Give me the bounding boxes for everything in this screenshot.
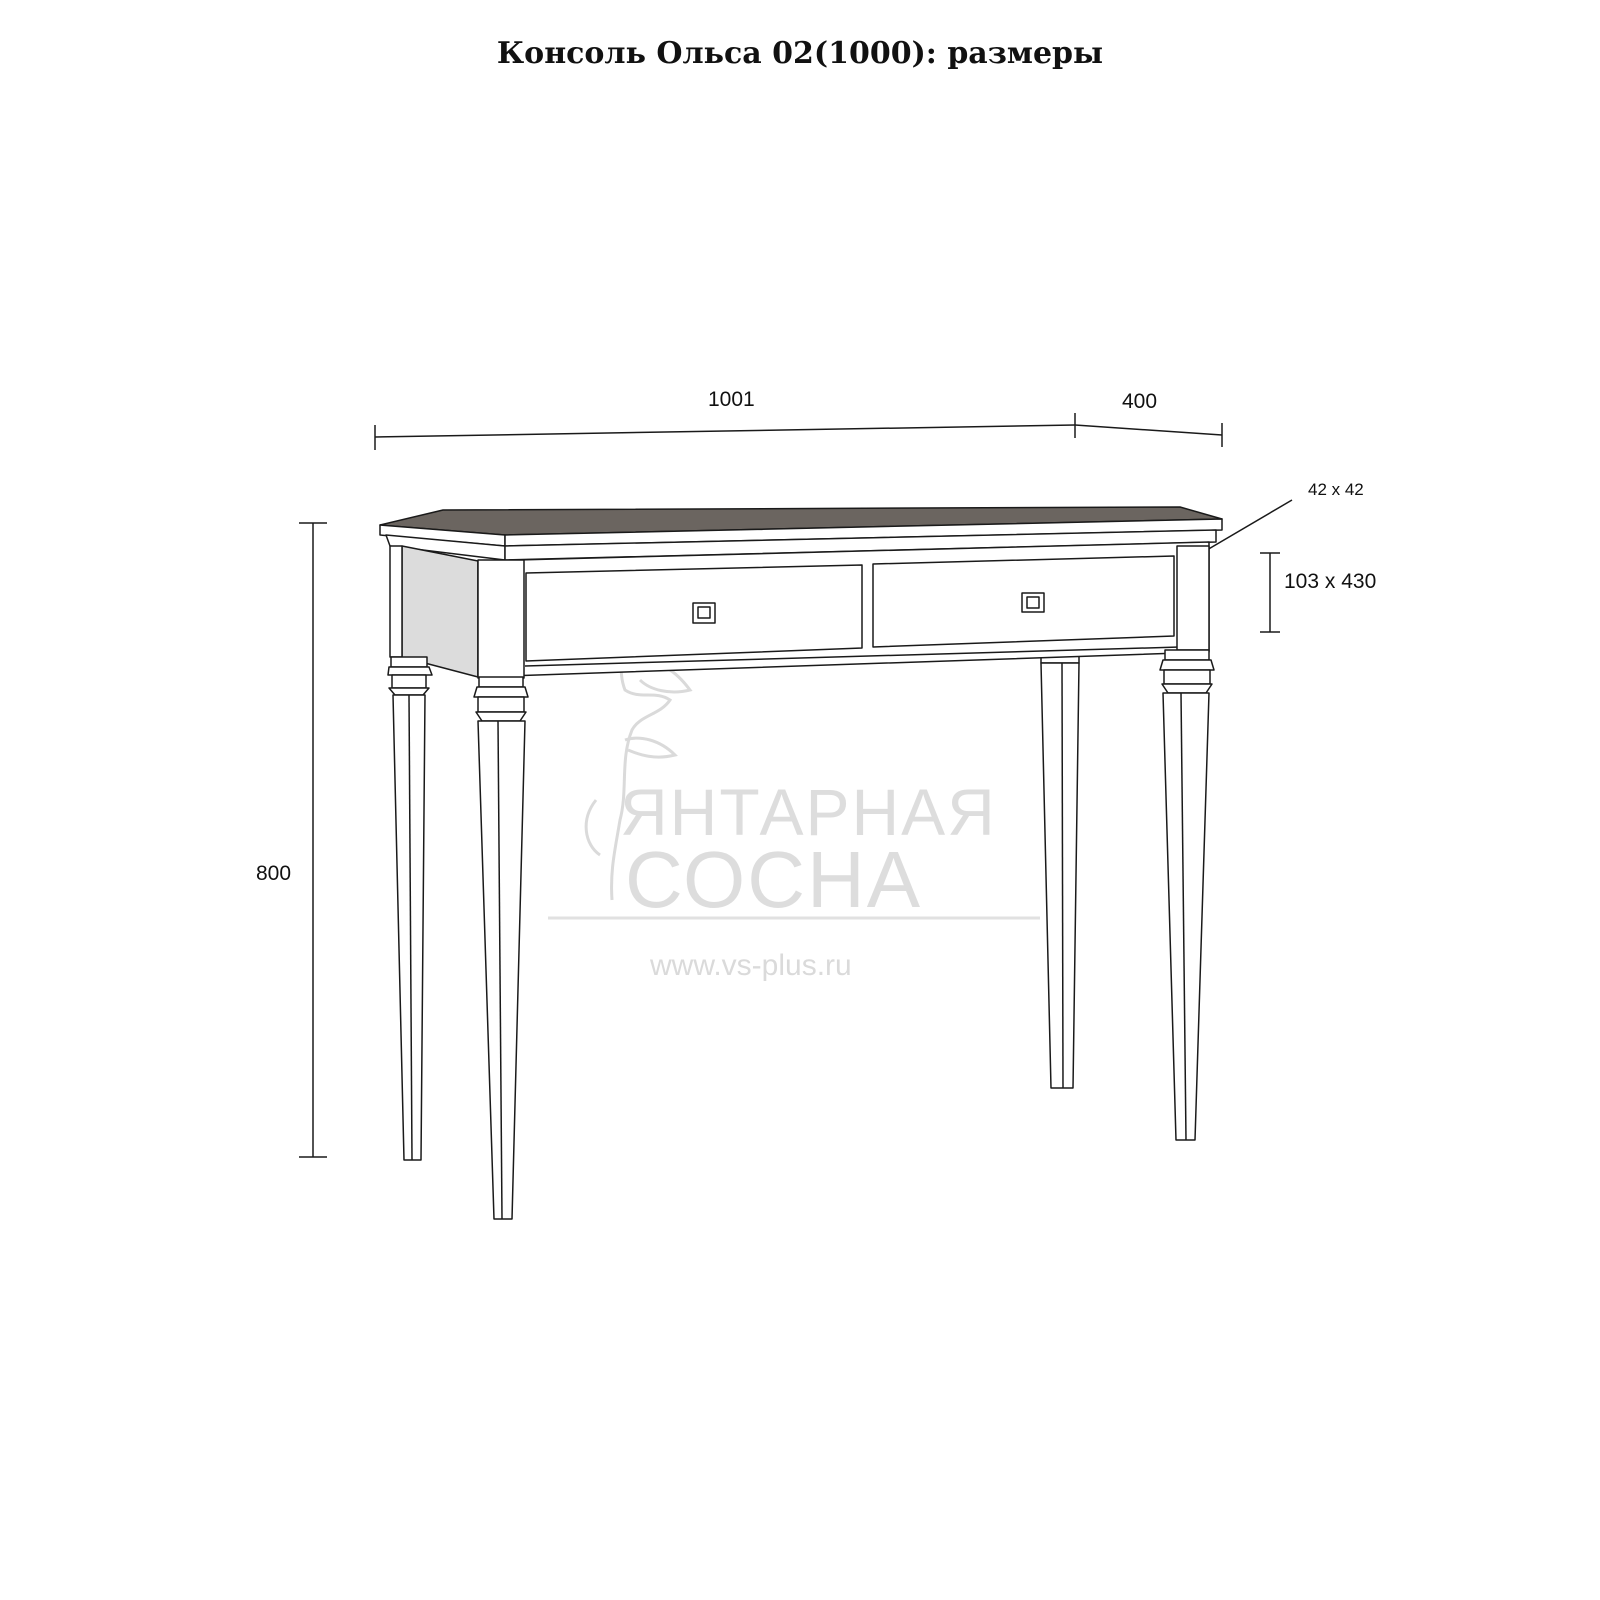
leg-section-label: 42 x 42 xyxy=(1308,480,1364,499)
leg-back-left xyxy=(388,657,432,1160)
drawer-handle-right-icon xyxy=(1022,593,1044,612)
depth-dimension-line xyxy=(1075,425,1222,435)
depth-label: 400 xyxy=(1122,390,1158,413)
watermark-line2: СОСНА xyxy=(625,835,923,924)
width-dimension-line xyxy=(375,425,1075,437)
drawer-handle-left-icon xyxy=(693,603,715,623)
leg-back-right xyxy=(1041,653,1079,1088)
watermark-line1: ЯНТАРНАЯ xyxy=(620,775,997,849)
post-back-left xyxy=(390,546,402,657)
height-label: 800 xyxy=(256,862,292,885)
width-label: 1001 xyxy=(708,388,755,411)
watermark-url: www.vs-plus.ru xyxy=(650,949,852,982)
drawer-size-label: 103 x 430 xyxy=(1284,570,1377,593)
leg-front-right xyxy=(1160,650,1214,1140)
post-front-left xyxy=(478,560,524,678)
leg-front-left xyxy=(474,677,528,1219)
diagram-title: Консоль Ольса 02(1000): размеры xyxy=(496,36,1104,71)
post-front-right xyxy=(1177,546,1209,650)
